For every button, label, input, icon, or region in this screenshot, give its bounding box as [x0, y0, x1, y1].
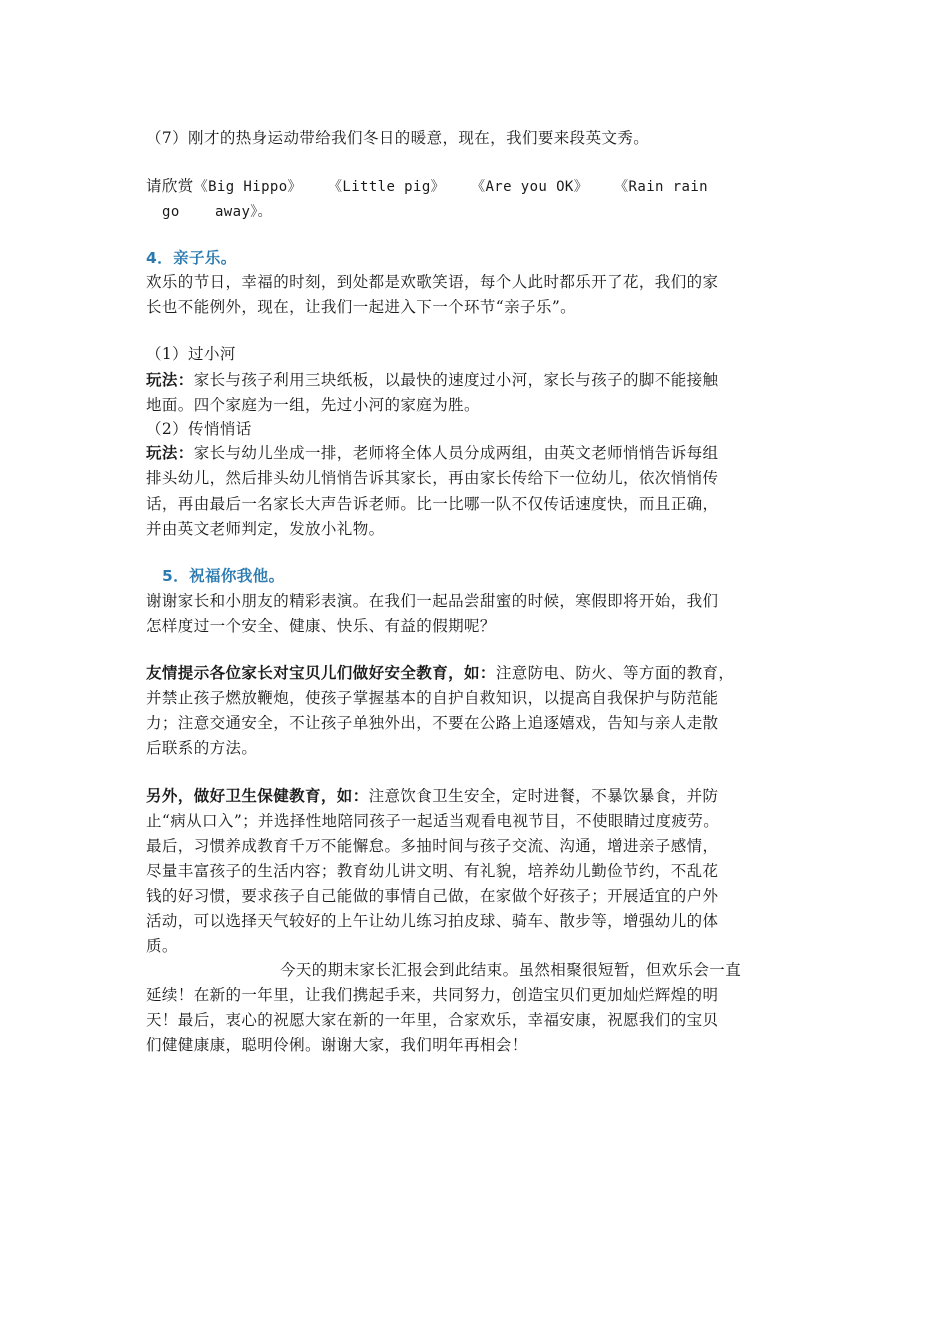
- section-5-heading: 5．祝福你我他。: [162, 567, 285, 585]
- section-4-heading: 4．亲子乐。: [146, 249, 237, 267]
- section-4-intro-line: 长也不能例外，现在，让我们一起进入下一个环节“亲子乐”。: [146, 298, 577, 316]
- health-line: 钱的好习惯，要求孩子自己能做的事情自己做，在家做个好孩子；开展适宜的户外: [146, 887, 719, 905]
- song-list-line-1: [146, 176, 708, 197]
- section-5-intro-line: 谢谢家长和小朋友的精彩表演。在我们一起品尝甜蜜的时候，寒假即将开始，我们: [146, 592, 719, 610]
- game-2-line: 话，再由最后一名家长大声告诉老师。比一比哪一队不仅传话速度快，而且正确，: [146, 495, 719, 513]
- game-2-line: [146, 443, 718, 463]
- closing-line: 今天的期末家长汇报会到此结束。虽然相聚很短暂，但欢乐会一直: [280, 961, 742, 979]
- game-1-line: [146, 370, 718, 390]
- closing-line: 们健健康康，聪明伶俐。谢谢大家，我们明年再相会！: [146, 1036, 528, 1054]
- health-line: 尽量丰富孩子的生活内容；教育幼儿讲文明、有礼貌，培养幼儿勤俭节约，不乱花: [146, 862, 719, 880]
- closing-line: 延续！在新的一年里，让我们携起手来，共同努力，创造宝贝们更加灿烂辉煌的明: [146, 986, 719, 1004]
- game-2-line: 并由英文老师判定，发放小礼物。: [146, 520, 385, 538]
- song-title-1: 《Big Hippo》: [193, 179, 302, 195]
- safety-line: 并禁止孩子燃放鞭炮，使孩子掌握基本的自护自救知识，以提高自我保护与防范能: [146, 689, 719, 707]
- safety-text: 注意防电、防火、等方面的教育，: [495, 664, 735, 682]
- game-1-line: 地面。四个家庭为一组，先过小河的家庭为胜。: [146, 396, 480, 414]
- health-line: [146, 786, 718, 806]
- game-1-label: 玩法：: [146, 370, 194, 389]
- game-2-title: （2）传悄悄话: [146, 420, 252, 438]
- health-bold-lead: 另外，做好卫生保健教育，如：: [146, 786, 369, 805]
- health-text: 注意饮食卫生安全，定时进餐，不暴饮暴食，并防: [368, 787, 719, 805]
- safety-line: 力；注意交通安全，不让孩子单独外出，不要在公路上追逐嬉戏，告知与亲人走散: [146, 714, 719, 732]
- safety-bold-lead: 友情提示各位家长对宝贝儿们做好安全教育，如：: [146, 663, 496, 682]
- section-4-intro-line: 欢乐的节日，幸福的时刻，到处都是欢歌笑语，每个人此时都乐开了花，我们的家: [146, 273, 719, 291]
- game-2-label: 玩法：: [146, 443, 194, 462]
- safety-line: 后联系的方法。: [146, 739, 258, 757]
- game-1-title: （1）过小河: [146, 345, 236, 363]
- game-1-text: 家长与孩子利用三块纸板，以最快的速度过小河，家长与孩子的脚不能接触: [193, 371, 719, 389]
- health-line: 止“病从口入”；并选择性地陪同孩子一起适当观看电视节目，不使眼睛过度疲劳。: [146, 812, 720, 830]
- song-list-line-2: go away》。: [162, 204, 273, 220]
- health-line: 质。: [146, 937, 178, 955]
- section-5-intro-line: 怎样度过一个安全、健康、快乐、有益的假期呢？: [146, 617, 496, 635]
- song-title-4a: 《Rain rain: [614, 179, 709, 195]
- song-list-prefix: 请欣赏: [146, 177, 194, 195]
- song-title-3: 《Are you OK》: [471, 179, 589, 195]
- safety-line: [146, 663, 734, 683]
- game-2-line: 排头幼儿，然后排头幼儿悄悄告诉其家长，再由家长传给下一位幼儿，依次悄悄传: [146, 469, 719, 487]
- health-line: 最后，习惯养成教育千万不能懈怠。多抽时间与孩子交流、沟通，增进亲子感情，: [146, 837, 719, 855]
- game-2-text: 家长与幼儿坐成一排，老师将全体人员分成两组，由英文老师悄悄告诉每组: [193, 444, 719, 462]
- paragraph-7: （7）刚才的热身运动带给我们冬日的暖意，现在，我们要来段英文秀。: [146, 129, 650, 147]
- health-line: 活动，可以选择天气较好的上午让幼儿练习拍皮球、骑车、散步等，增强幼儿的体: [146, 912, 719, 930]
- song-title-2: 《Little pig》: [327, 179, 446, 195]
- closing-line: 天！最后，衷心的祝愿大家在新的一年里，合家欢乐，幸福安康，祝愿我们的宝贝: [146, 1011, 719, 1029]
